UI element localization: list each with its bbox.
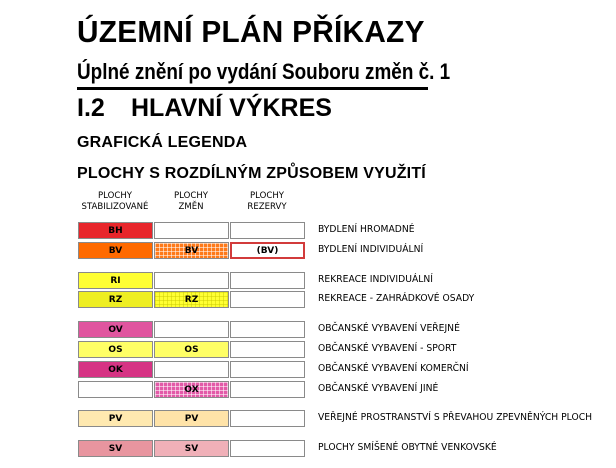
title-underline (77, 87, 428, 90)
legend-swatch-stabilized: OS (78, 341, 153, 358)
column-header-line: REZERVY (247, 202, 287, 212)
legend-description: BYDLENÍ INDIVIDUÁLNÍ (318, 244, 424, 255)
legend-swatch-change: PV (154, 410, 229, 427)
column-header-stabilized (79, 191, 151, 213)
legend-swatch-change: BV (154, 242, 229, 259)
section-heading (77, 94, 332, 123)
column-header-line: PLOCHY (174, 191, 208, 201)
column-header-line: PLOCHY (98, 191, 132, 201)
legend-swatch-reserve (230, 341, 305, 358)
legend-description: OBČANSKÉ VYBAVENÍ KOMERČNÍ (318, 363, 469, 374)
column-header-line: STABILIZOVANÉ (81, 202, 149, 212)
legend-swatch-stabilized (78, 381, 153, 398)
legend-swatch-change: OS (154, 341, 229, 358)
legend-swatch-reserve (230, 381, 305, 398)
legend-swatch-stabilized: OV (78, 321, 153, 338)
legend-swatch-reserve (230, 440, 305, 457)
column-header-line: PLOCHY (250, 191, 284, 201)
legend-swatch-stabilized: RI (78, 272, 153, 289)
legend-description: REKREACE - ZAHRÁDKOVÉ OSADY (318, 293, 475, 304)
column-header-reserves (231, 191, 303, 213)
section-number: I.2 (77, 94, 105, 122)
legend-swatch-change: RZ (154, 291, 229, 308)
legend-description: REKREACE INDIVIDUÁLNÍ (318, 274, 433, 285)
legend-description: OBČANSKÉ VYBAVENÍ VEŘEJNÉ (318, 323, 460, 334)
legend-swatch-stabilized: PV (78, 410, 153, 427)
legend-swatch-change (154, 222, 229, 239)
legend-swatch-reserve: (BV) (230, 242, 305, 259)
document-subtitle: Úplné znění po vydání Souboru změn č. 1 (77, 59, 451, 84)
legend-swatch-change (154, 361, 229, 378)
section-title: HLAVNÍ VÝKRES (131, 94, 332, 122)
legend-description: VEŘEJNÉ PROSTRANSTVÍ S PŘEVAHOU ZPEVNĚNÝCH PLOCH (318, 412, 593, 423)
legend-description: BYDLENÍ HROMADNÉ (318, 224, 415, 235)
legend-swatch-change: SV (154, 440, 229, 457)
column-header-line: ZMĚN (178, 202, 204, 212)
areas-heading: PLOCHY S ROZDÍLNÝM ZPŮSOBEM VYUŽITÍ (77, 165, 426, 182)
legend-swatch-stabilized: BH (78, 222, 153, 239)
legend-swatch-reserve (230, 361, 305, 378)
legend-swatch-change (154, 272, 229, 289)
legend-swatch-reserve (230, 291, 305, 308)
legend-swatch-reserve (230, 272, 305, 289)
document-title: ÚZEMNÍ PLÁN PŘÍKAZY (77, 14, 425, 49)
legend-swatch-stabilized: OK (78, 361, 153, 378)
column-header-changes (155, 191, 227, 213)
legend-description: OBČANSKÉ VYBAVENÍ - SPORT (318, 343, 457, 354)
legend-swatch-change: OX (154, 381, 229, 398)
legend-swatch-stabilized: RZ (78, 291, 153, 308)
legend-description: PLOCHY SMÍŠENÉ OBYTNÉ VENKOVSKÉ (318, 442, 497, 453)
legend-swatch-stabilized: SV (78, 440, 153, 457)
legend-swatch-reserve (230, 410, 305, 427)
legend-swatch-stabilized: BV (78, 242, 153, 259)
legend-swatch-reserve (230, 222, 305, 239)
legend-heading: GRAFICKÁ LEGENDA (77, 134, 248, 151)
legend-swatch-reserve (230, 321, 305, 338)
legend-description: OBČANSKÉ VYBAVENÍ JINÉ (318, 383, 439, 394)
legend-swatch-change (154, 321, 229, 338)
